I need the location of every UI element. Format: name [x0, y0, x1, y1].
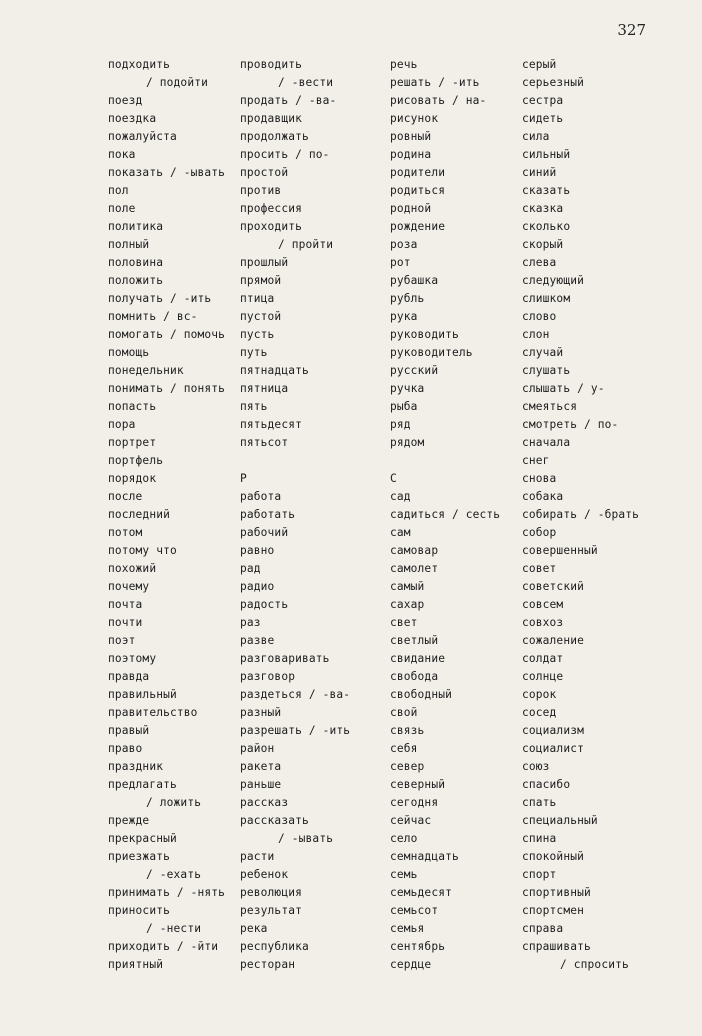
word-entry: работа [240, 490, 282, 503]
word-entry: сахар [390, 598, 425, 611]
word-entry: свобода [390, 670, 439, 683]
word-entry: спасибо [522, 778, 571, 791]
word-entry: приходить / -йти [108, 940, 219, 953]
word-entry: сильный [522, 148, 571, 161]
word-entry: родина [390, 148, 432, 161]
word-entry: слово [522, 310, 557, 323]
word-entry: / -вести [278, 76, 334, 89]
word-entry: следующий [522, 274, 584, 287]
word-entry: солдат [522, 652, 564, 665]
word-entry: рубль [390, 292, 425, 305]
word-entry: революция [240, 886, 302, 899]
word-entry: себя [390, 742, 418, 755]
word-entry: спорт [522, 868, 557, 881]
word-entry: проходить [240, 220, 302, 233]
word-entry: совершенный [522, 544, 598, 557]
word-entry: приезжать [108, 850, 170, 863]
word-entry: самый [390, 580, 425, 593]
word-entry: свободный [390, 688, 452, 701]
word-entry: сестра [522, 94, 564, 107]
word-entry: приятный [108, 958, 164, 971]
word-entry: рабочий [240, 526, 289, 539]
word-entry: слишком [522, 292, 571, 305]
word-entry: самолет [390, 562, 439, 575]
word-entry: пять [240, 400, 268, 413]
word-entry: синий [522, 166, 557, 179]
word-entry: русский [390, 364, 439, 377]
word-entry: право [108, 742, 143, 755]
word-entry: помогать / помочь [108, 328, 226, 341]
word-entry: помнить / вс- [108, 310, 198, 323]
word-entry: политика [108, 220, 164, 233]
word-entry: половина [108, 256, 164, 269]
word-entry: смотреть / по- [522, 418, 619, 431]
word-entry: совхоз [522, 616, 564, 629]
word-column-4 [522, 56, 639, 974]
word-entry: роза [390, 238, 418, 251]
word-entry: результат [240, 904, 302, 917]
word-entry: смеяться [522, 400, 578, 413]
word-entry: сила [522, 130, 550, 143]
word-entry: река [240, 922, 268, 935]
word-entry: получать / -ить [108, 292, 212, 305]
word-entry: потом [108, 526, 143, 539]
word-entry: свет [390, 616, 418, 629]
word-entry: ресторан [240, 958, 296, 971]
word-entry: / подойти [146, 76, 208, 89]
word-column-3 [390, 56, 500, 974]
word-entry: портфель [108, 454, 164, 467]
word-entry: после [108, 490, 143, 503]
word-entry: Р [240, 472, 247, 485]
word-entry: простой [240, 166, 289, 179]
word-entry: семьдесят [390, 886, 452, 899]
word-entry: правительство [108, 706, 198, 719]
word-entry: слушать [522, 364, 571, 377]
word-entry: сорок [522, 688, 557, 701]
word-entry: ряд [390, 418, 411, 431]
word-entry: пятьсот [240, 436, 289, 449]
word-entry: / спросить [560, 958, 629, 971]
word-entry: потому что [108, 544, 177, 557]
word-entry: рука [390, 310, 418, 323]
word-entry: рыба [390, 400, 418, 413]
word-entry: рассказ [240, 796, 289, 809]
word-entry: правда [108, 670, 150, 683]
word-entry: район [240, 742, 275, 755]
word-entry: профессия [240, 202, 302, 215]
word-entry: разный [240, 706, 282, 719]
word-entry: семья [390, 922, 425, 935]
word-entry: светлый [390, 634, 439, 647]
word-entry: пятница [240, 382, 289, 395]
word-entry: сосед [522, 706, 557, 719]
word-entry: проводить [240, 58, 302, 71]
word-entry: родиться [390, 184, 446, 197]
word-entry: спина [522, 832, 557, 845]
word-entry: пустой [240, 310, 282, 323]
word-column-1 [108, 56, 225, 974]
word-entry: разрешать / -ить [240, 724, 351, 737]
word-entry: ровный [390, 130, 432, 143]
word-entry: / ложить [146, 796, 202, 809]
word-entry: рождение [390, 220, 446, 233]
word-entry: предлагать [108, 778, 177, 791]
word-entry: решать / -ить [390, 76, 480, 89]
word-entry: правый [108, 724, 150, 737]
word-entry: рисовать / на- [390, 94, 487, 107]
word-entry: порядок [108, 472, 157, 485]
word-entry: радость [240, 598, 289, 611]
word-entry: рад [240, 562, 261, 575]
word-entry: разговаривать [240, 652, 330, 665]
word-entry: сентябрь [390, 940, 446, 953]
word-entry: свидание [390, 652, 446, 665]
word-entry: сад [390, 490, 411, 503]
word-entry: республика [240, 940, 309, 953]
word-entry: рисунок [390, 112, 439, 125]
word-entry: продавщик [240, 112, 302, 125]
word-entry: показать / -ывать [108, 166, 226, 179]
word-entry: портрет [108, 436, 157, 449]
word-entry: сколько [522, 220, 571, 233]
word-entry: поездка [108, 112, 157, 125]
word-entry: село [390, 832, 418, 845]
word-entry: собирать / -брать [522, 508, 640, 521]
word-entry: поэт [108, 634, 136, 647]
word-entry: рассказать [240, 814, 309, 827]
word-entry: ручка [390, 382, 425, 395]
word-entry: слева [522, 256, 557, 269]
word-entry: положить [108, 274, 164, 287]
word-entry: садиться / сесть [390, 508, 501, 521]
word-entry: прежде [108, 814, 150, 827]
word-entry: продать / -ва- [240, 94, 337, 107]
word-entry: сказать [522, 184, 571, 197]
word-entry: С [390, 472, 397, 485]
word-entry: речь [390, 58, 418, 71]
word-entry: почему [108, 580, 150, 593]
word-entry: пятьдесят [240, 418, 302, 431]
word-entry: прошлый [240, 256, 289, 269]
word-entry: справа [522, 922, 564, 935]
word-entry: прямой [240, 274, 282, 287]
word-entry: семь [390, 868, 418, 881]
word-entry: связь [390, 724, 425, 737]
word-entry: против [240, 184, 282, 197]
word-entry: северный [390, 778, 446, 791]
word-entry: продолжать [240, 130, 309, 143]
word-entry: разговор [240, 670, 296, 683]
word-entry: серьезный [522, 76, 584, 89]
word-entry: принимать / -нять [108, 886, 226, 899]
word-entry: раз [240, 616, 261, 629]
word-entry: руководить [390, 328, 459, 341]
word-entry: почта [108, 598, 143, 611]
word-entry: радио [240, 580, 275, 593]
word-entry: поле [108, 202, 136, 215]
word-entry: случай [522, 346, 564, 359]
word-entry: работать [240, 508, 296, 521]
word-entry: спортсмен [522, 904, 584, 917]
word-entry: помощь [108, 346, 150, 359]
word-entry: рот [390, 256, 411, 269]
word-entry: полный [108, 238, 150, 251]
word-entry: сказка [522, 202, 564, 215]
word-entry: север [390, 760, 425, 773]
word-entry: пятнадцать [240, 364, 309, 377]
word-entry: спать [522, 796, 557, 809]
word-entry: социалист [522, 742, 584, 755]
word-entry: социализм [522, 724, 584, 737]
word-entry: родители [390, 166, 446, 179]
word-entry: путь [240, 346, 268, 359]
word-entry: семьсот [390, 904, 439, 917]
word-entry: спортивный [522, 886, 591, 899]
word-entry: пусть [240, 328, 275, 341]
word-entry: правильный [108, 688, 177, 701]
word-column-2 [240, 56, 350, 974]
word-entry: / -нести [146, 922, 202, 935]
word-entry: совсем [522, 598, 564, 611]
word-entry: / пройти [278, 238, 334, 251]
word-entry: прекрасный [108, 832, 177, 845]
word-entry: сам [390, 526, 411, 539]
word-entry: руководитель [390, 346, 473, 359]
word-entry: собака [522, 490, 564, 503]
word-entry: разве [240, 634, 275, 647]
word-entry: рядом [390, 436, 425, 449]
word-entry: сначала [522, 436, 571, 449]
word-entry: сердце [390, 958, 432, 971]
word-entry: пора [108, 418, 136, 431]
word-entry: птица [240, 292, 275, 305]
word-entry: понимать / понять [108, 382, 226, 395]
word-entry: расти [240, 850, 275, 863]
word-entry: ракета [240, 760, 282, 773]
word-entry: совет [522, 562, 557, 575]
word-entry: собор [522, 526, 557, 539]
word-entry: раздеться / -ва- [240, 688, 351, 701]
word-entry: раньше [240, 778, 282, 791]
word-entry: сейчас [390, 814, 432, 827]
word-entry: слышать / у- [522, 382, 605, 395]
word-entry: пока [108, 148, 136, 161]
word-entry: праздник [108, 760, 164, 773]
word-entry: снова [522, 472, 557, 485]
word-entry: спокойный [522, 850, 584, 863]
word-entry: понедельник [108, 364, 184, 377]
word-entry: пол [108, 184, 129, 197]
word-entry: семнадцать [390, 850, 459, 863]
word-entry: слон [522, 328, 550, 341]
word-entry: родной [390, 202, 432, 215]
word-entry: приносить [108, 904, 170, 917]
word-entry: поэтому [108, 652, 157, 665]
word-entry: просить / по- [240, 148, 330, 161]
word-entry: снег [522, 454, 550, 467]
word-entry: самовар [390, 544, 439, 557]
word-entry: / -ывать [278, 832, 334, 845]
blank-line [390, 452, 500, 470]
word-entry: спрашивать [522, 940, 591, 953]
word-entry: серый [522, 58, 557, 71]
word-entry: советский [522, 580, 584, 593]
word-entry: равно [240, 544, 275, 557]
word-entry: специальный [522, 814, 598, 827]
word-entry: / -ехать [146, 868, 202, 881]
page-number: 327 [617, 21, 646, 39]
word-entry: почти [108, 616, 143, 629]
word-entry: попасть [108, 400, 157, 413]
word-entry: подходить [108, 58, 170, 71]
word-entry: союз [522, 760, 550, 773]
word-entry: ребенок [240, 868, 289, 881]
word-entry: пожалуйста [108, 130, 177, 143]
word-entry: сегодня [390, 796, 439, 809]
word-entry: свой [390, 706, 418, 719]
blank-line [240, 452, 350, 470]
word-entry: сожаление [522, 634, 584, 647]
word-entry: солнце [522, 670, 564, 683]
word-entry: сидеть [522, 112, 564, 125]
word-entry: рубашка [390, 274, 439, 287]
word-entry: поезд [108, 94, 143, 107]
word-entry: последний [108, 508, 170, 521]
word-entry: скорый [522, 238, 564, 251]
word-entry: похожий [108, 562, 157, 575]
